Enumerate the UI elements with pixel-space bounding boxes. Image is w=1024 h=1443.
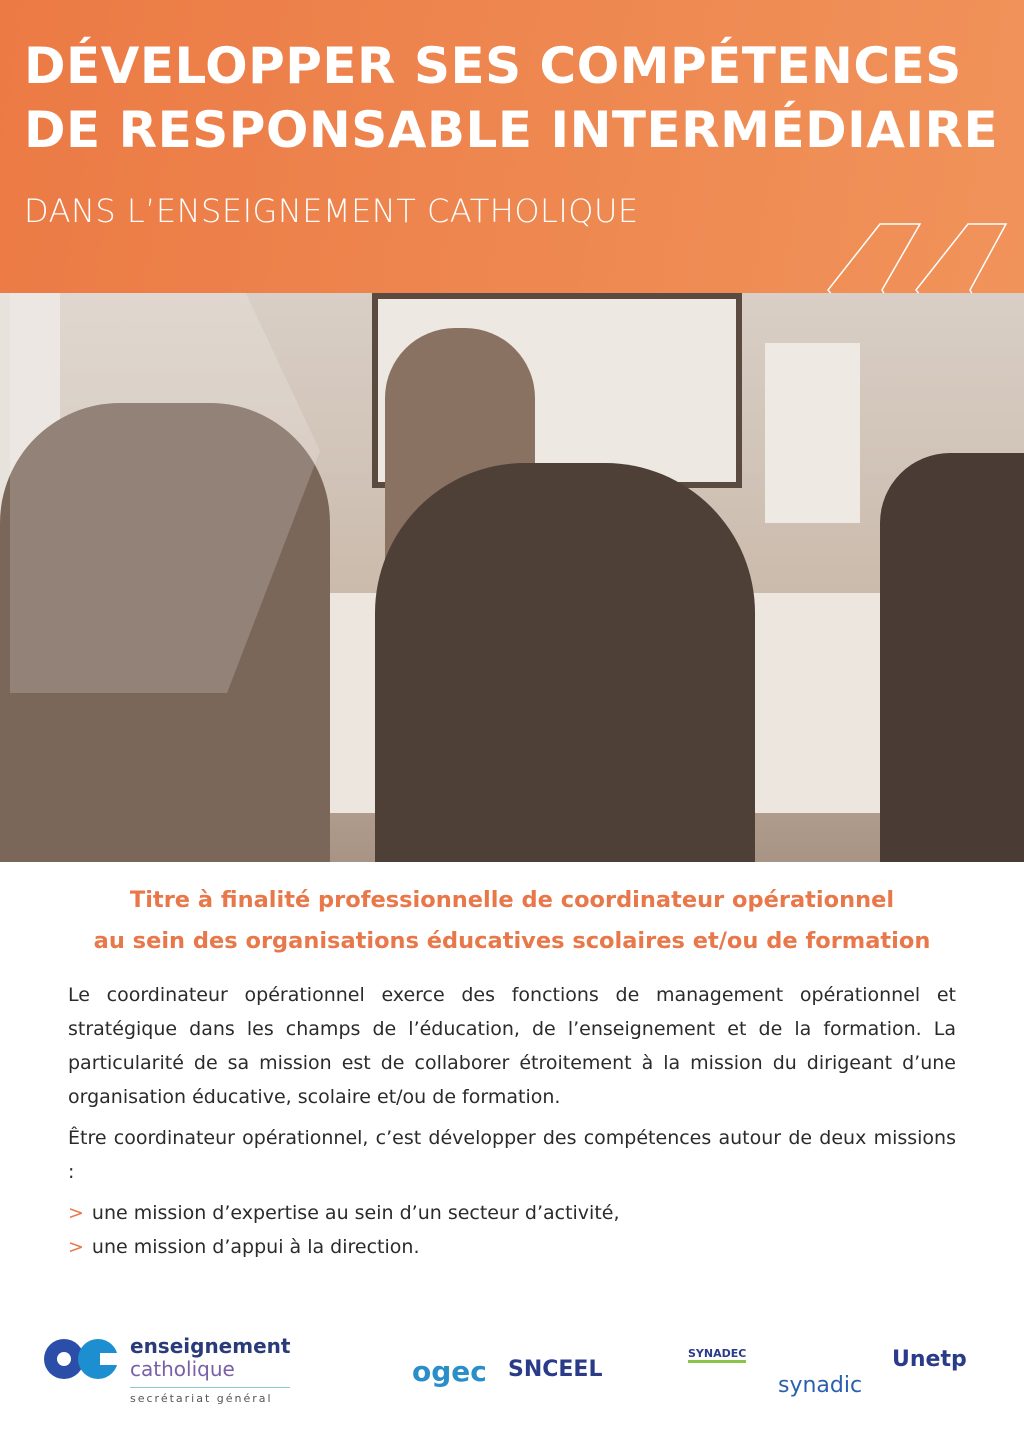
- paragraph-2: Être coordinateur opérationnel, c’est développer des compétences autour de deux missions :: [68, 1127, 956, 1183]
- list-item: [68, 1230, 956, 1264]
- ec-logo-line2: catholique: [130, 1357, 290, 1388]
- bullet-text: une mission d’appui à la direction.: [91, 1236, 420, 1258]
- page-subtitle: DANS L’ENSEIGNEMENT CATHOLIQUE: [24, 192, 639, 230]
- list-item: [68, 1196, 956, 1230]
- hero-photo: [0, 293, 1024, 862]
- body-text: [68, 978, 956, 1264]
- ec-logo: [42, 1335, 290, 1405]
- heading-line-1: Titre à finalité professionnelle de coordinateur opérationnel: [129, 887, 895, 913]
- page-title: [24, 34, 998, 162]
- ec-logo-mark-icon: [42, 1335, 120, 1383]
- section-heading: [0, 880, 1024, 962]
- chevron-right-icon: >: [68, 1236, 84, 1258]
- chevron-right-icon: >: [68, 1202, 84, 1224]
- ogec-logo: ogec: [412, 1355, 487, 1388]
- synadec-logo: SYNADEC: [688, 1347, 746, 1363]
- ec-logo-line1: enseignement: [130, 1334, 291, 1358]
- snceel-logo: SNCEEL: [508, 1357, 603, 1382]
- synadic-logo: synadic: [778, 1373, 863, 1398]
- paragraph-1: Le coordinateur opérationnel exerce des fonctions de management opérationnel et stratégique dans les champs de l’éducation, de l’enseignement et de la formation. La particularité de sa mission est de collaborer étroitement à la mission du dirigeant d’une organisation éducative, scolaire et/ou de formation.: [68, 984, 956, 1108]
- title-line-2: DE RESPONSABLE INTERMÉDIAIRE: [24, 101, 999, 159]
- header-banner: [0, 0, 1024, 293]
- heading-line-2: au sein des organisations éducatives scolaires et/ou de formation: [93, 928, 931, 954]
- bullet-text: une mission d’expertise au sein d’un secteur d’activité,: [91, 1202, 620, 1224]
- title-line-1: DÉVELOPPER SES COMPÉTENCES: [24, 37, 962, 95]
- unetp-logo: Unetp: [892, 1347, 967, 1372]
- footer-logos: [0, 1325, 1024, 1415]
- ec-logo-line3: secrétariat général: [130, 1392, 273, 1405]
